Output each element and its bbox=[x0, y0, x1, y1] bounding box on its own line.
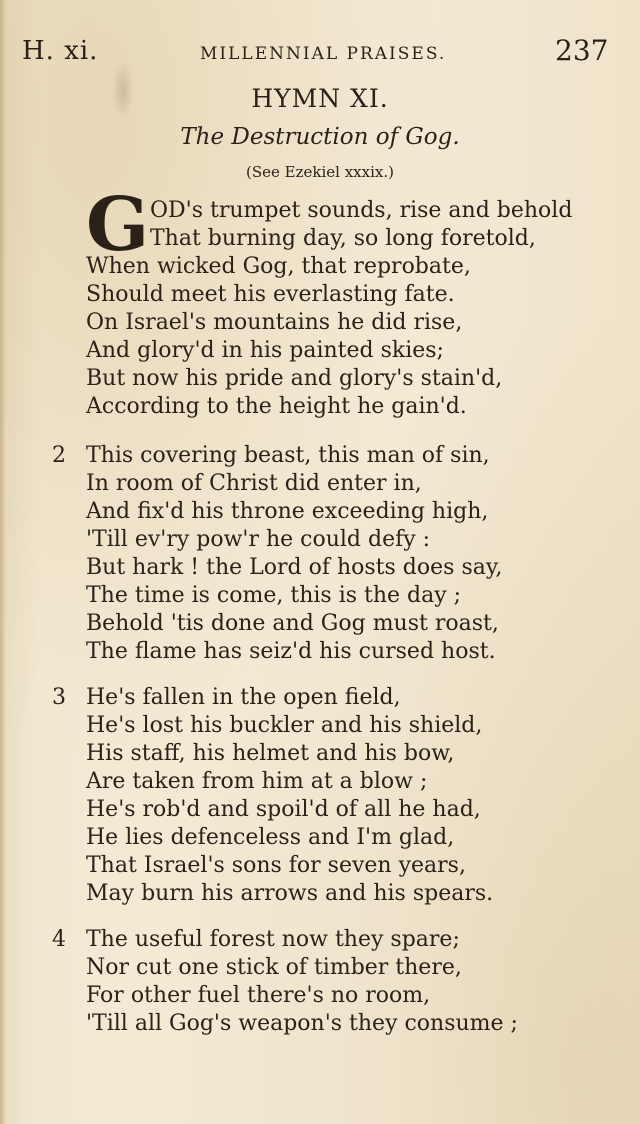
verse4-line: Nor cut one stick of timber there, bbox=[86, 955, 462, 980]
verse2-line: But hark ! the Lord of hosts does say, bbox=[86, 555, 503, 580]
verse3-line: He's fallen in the open field, bbox=[86, 685, 401, 710]
verse2-line: The time is come, this is the day ; bbox=[86, 583, 462, 608]
verse3-line: That Israel's sons for seven years, bbox=[86, 853, 466, 878]
verse3-line: His staff, his helmet and his bow, bbox=[86, 741, 455, 766]
verse-number: 4 bbox=[52, 927, 66, 952]
running-head-hymn-number: H. xi. bbox=[22, 36, 99, 66]
verse1-line: On Israel's mountains he did rise, bbox=[86, 310, 463, 335]
verse4-line: 'Till all Gog's weapon's they consume ; bbox=[86, 1011, 518, 1036]
verse1-line: When wicked Gog, that reprobate, bbox=[86, 254, 471, 279]
verse3-line: May burn his arrows and his spears. bbox=[86, 881, 494, 906]
verse3-line: He lies defenceless and I'm glad, bbox=[86, 825, 455, 850]
drop-cap: G bbox=[86, 182, 150, 268]
verse3-line: He's lost his buckler and his shield, bbox=[86, 713, 483, 738]
verse2-line: The flame has seiz'd his cursed host. bbox=[86, 639, 496, 664]
scripture-reference: (See Ezekiel xxxix.) bbox=[246, 163, 394, 181]
verse-number: 3 bbox=[52, 685, 66, 710]
verse1-line: According to the height he gain'd. bbox=[86, 394, 467, 419]
hymn-subtitle: The Destruction of Gog. bbox=[180, 124, 460, 150]
hymn-title: HYMN XI. bbox=[251, 84, 389, 113]
verse2-line: Behold 'tis done and Gog must roast, bbox=[86, 611, 499, 636]
verse3-line: Are taken from him at a blow ; bbox=[86, 769, 428, 794]
verse2-line: In room of Christ did enter in, bbox=[86, 471, 422, 496]
verse1-line: OD's trumpet sounds, rise and behold bbox=[150, 198, 573, 223]
verse4-line: The useful forest now they spare; bbox=[86, 927, 460, 952]
verse-number: 2 bbox=[52, 443, 66, 468]
verse1-line: But now his pride and glory's stain'd, bbox=[86, 366, 503, 391]
verse2-line: 'Till ev'ry pow'r he could defy : bbox=[86, 527, 431, 552]
running-head-title: MILLENNIAL PRAISES. bbox=[200, 44, 447, 64]
verse1-line: That burning day, so long foretold, bbox=[150, 226, 536, 251]
verse2-line: This covering beast, this man of sin, bbox=[86, 443, 490, 468]
verse3-line: He's rob'd and spoil'd of all he had, bbox=[86, 797, 481, 822]
verse4-line: For other fuel there's no room, bbox=[86, 983, 431, 1008]
page-number: 237 bbox=[555, 34, 609, 67]
verse1-line: Should meet his everlasting fate. bbox=[86, 282, 455, 307]
verse1-line: And glory'd in his painted skies; bbox=[86, 338, 444, 363]
verse2-line: And fix'd his throne exceeding high, bbox=[86, 499, 489, 524]
